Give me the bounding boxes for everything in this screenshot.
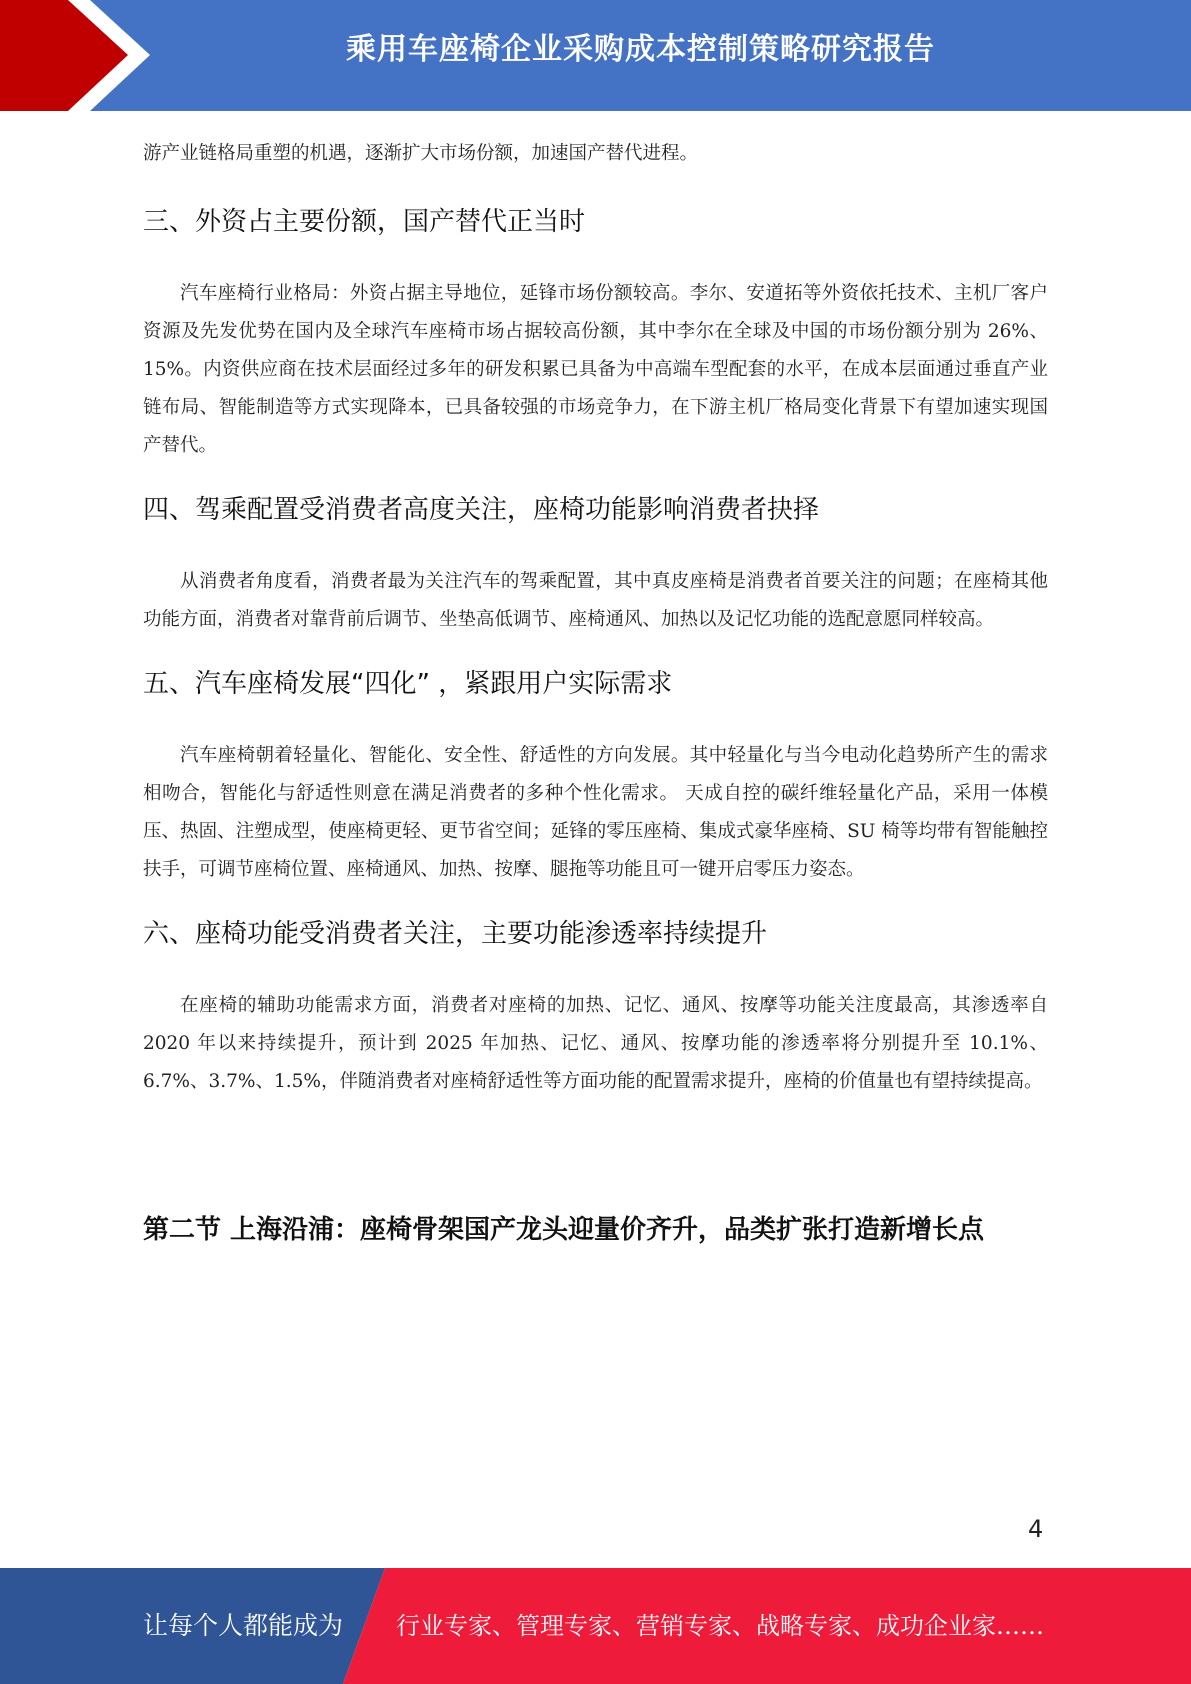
- section-heading-3: 三、外资占主要份额，国产替代正当时: [143, 207, 586, 237]
- section-paragraph-4: 从消费者角度看，消费者最为关注汽车的驾乘配置，其中真皮座椅是消费者首要关注的问题；在座椅其他功能方面，消费者对靠背前后调节、坐垫高低调节、座椅通风、加热以及记忆功能的选配意愿同样较高。: [143, 571, 1048, 630]
- document-body: [143, 135, 1048, 1249]
- section-heading-4: 四、驾乘配置受消费者高度关注，座椅功能影响消费者抉择: [143, 495, 820, 525]
- page-number: 4: [1028, 1515, 1044, 1543]
- section-paragraph-6: 在座椅的辅助功能需求方面，消费者对座椅的加热、记忆、通风、按摩等功能关注度最高，其渗透率自 2020 年以来持续提升，预计到 2025 年加热、记忆、通风、按摩功能的渗透率将分别提升至 10.1%、6.7%、3.7%、1.5%，伴随消费者对座椅舒适性等方面功能的配置需求提升，座椅的价值量也有望持续提高。: [143, 995, 1048, 1092]
- section-heading-6: 六、座椅功能受消费者关注，主要功能渗透率持续提升: [143, 919, 768, 949]
- report-title: 乘用车座椅企业采购成本控制策略研究报告: [346, 32, 935, 67]
- footer-slogan-left: 让每个人都能成为: [143, 1611, 344, 1640]
- section-heading-5: 五、汽车座椅发展“四化” ，紧跟用户实际需求: [143, 669, 673, 699]
- footer-slogan-right: 行业专家、管理专家、营销专家、战略专家、成功企业家……: [396, 1612, 1044, 1640]
- red-chevron-icon: [0, 0, 160, 111]
- footer-banner: [0, 1568, 1191, 1684]
- chapter-section-title: 第二节 上海沿浦：座椅骨架国产龙头迎量价齐升，品类扩张打造新增长点: [143, 1215, 985, 1245]
- section-paragraph-3: 汽车座椅行业格局：外资占据主导地位，延锋市场份额较高。李尔、安道拓等外资依托技术、主机厂客户资源及先发优势在国内及全球汽车座椅市场占据较高份额，其中李尔在全球及中国的市场份额分别为 26%、15%。内资供应商在技术层面经过多年的研发积累已具备为中高端车型配套的水平，在成本层面通过垂直产业链布局、智能制造等方式实现降本，已具备较强的市场竞争力，在下游主机厂格局变化背景下有望加速实现国产替代。: [143, 283, 1048, 456]
- intro-continuation-text: 游产业链格局重塑的机遇，逐渐扩大市场份额，加速国产替代进程。: [143, 143, 699, 164]
- report-header-banner: [0, 0, 1191, 111]
- section-paragraph-5: 汽车座椅朝着轻量化、智能化、安全性、舒适性的方向发展。其中轻量化与当今电动化趋势所产生的需求相吻合，智能化与舒适性则意在满足消费者的多种个性化需求。 天成自控的碳纤维轻量化产品，采用一体模压、热固、注塑成型，使座椅更轻、更节省空间；延锋的零压座椅、集成式豪华座椅、SU 椅等均带有智能触控扶手，可调节座椅位置、座椅通风、加热、按摩、腿拖等功能且可一键开启零压力姿态。: [143, 745, 1048, 880]
